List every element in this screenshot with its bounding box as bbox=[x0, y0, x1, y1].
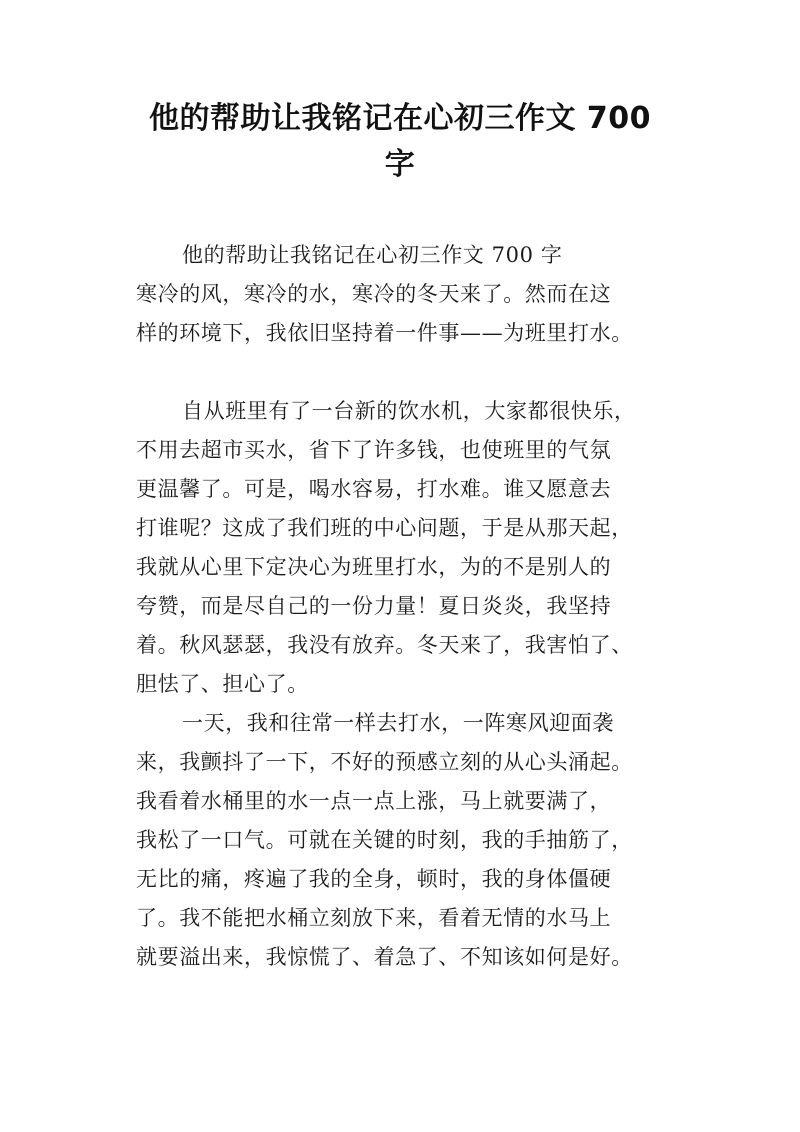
text-line: 就要溢出来，我惊慌了、着急了、不知该如何是好。 bbox=[136, 945, 633, 969]
essay-body bbox=[136, 236, 696, 977]
text-line: 夸赞，而是尽自己的一份力量！夏日炎炎，我坚持 bbox=[136, 594, 612, 618]
text-line: 不用去超市买水，省下了许多钱，也使班里的气氛 bbox=[136, 438, 612, 462]
text-line: 我松了一口气。可就在关键的时刻，我的手抽筋了， bbox=[136, 828, 633, 852]
text-line: 更温馨了。可是，喝水容易，打水难。谁又愿意去 bbox=[136, 477, 612, 501]
text-line: 一天，我和往常一样去打水，一阵寒风迎面袭 bbox=[182, 711, 614, 735]
text-line: 样的环境下，我依旧坚持着一件事——为班里打水。 bbox=[136, 321, 633, 345]
text-line: 他的帮助让我铭记在心初三作文 700 字 bbox=[182, 243, 563, 267]
text-line: 打谁呢？这成了我们班的中心问题，于是从那天起， bbox=[136, 516, 633, 540]
title-line-1: 他的帮助让我铭记在心初三作文 700 bbox=[148, 101, 652, 136]
paragraph-gap bbox=[136, 353, 696, 392]
text-line: 来，我颤抖了一下，不好的预感立刻的从心头涌起。 bbox=[136, 750, 633, 774]
text-line: 寒冷的风，寒冷的水，寒冷的冬天来了。然而在这 bbox=[136, 282, 612, 306]
title-line-2: 字 bbox=[384, 147, 416, 182]
text-line: 我看着水桶里的水一点一点上涨，马上就要满了， bbox=[136, 789, 612, 813]
text-line: 了。我不能把水桶立刻放下来，看着无情的水马上 bbox=[136, 906, 612, 930]
text-line: 我就从心里下定决心为班里打水，为的不是别人的 bbox=[136, 555, 612, 579]
text-line: 胆怯了、担心了。 bbox=[136, 672, 309, 696]
text-line: 着。秋风瑟瑟，我没有放弃。冬天来了，我害怕了、 bbox=[136, 633, 633, 657]
text-line: 无比的痛，疼遍了我的全身，顿时，我的身体僵硬 bbox=[136, 867, 612, 891]
page-title bbox=[120, 96, 680, 188]
text-line: 自从班里有了一台新的饮水机，大家都很快乐， bbox=[182, 399, 636, 423]
